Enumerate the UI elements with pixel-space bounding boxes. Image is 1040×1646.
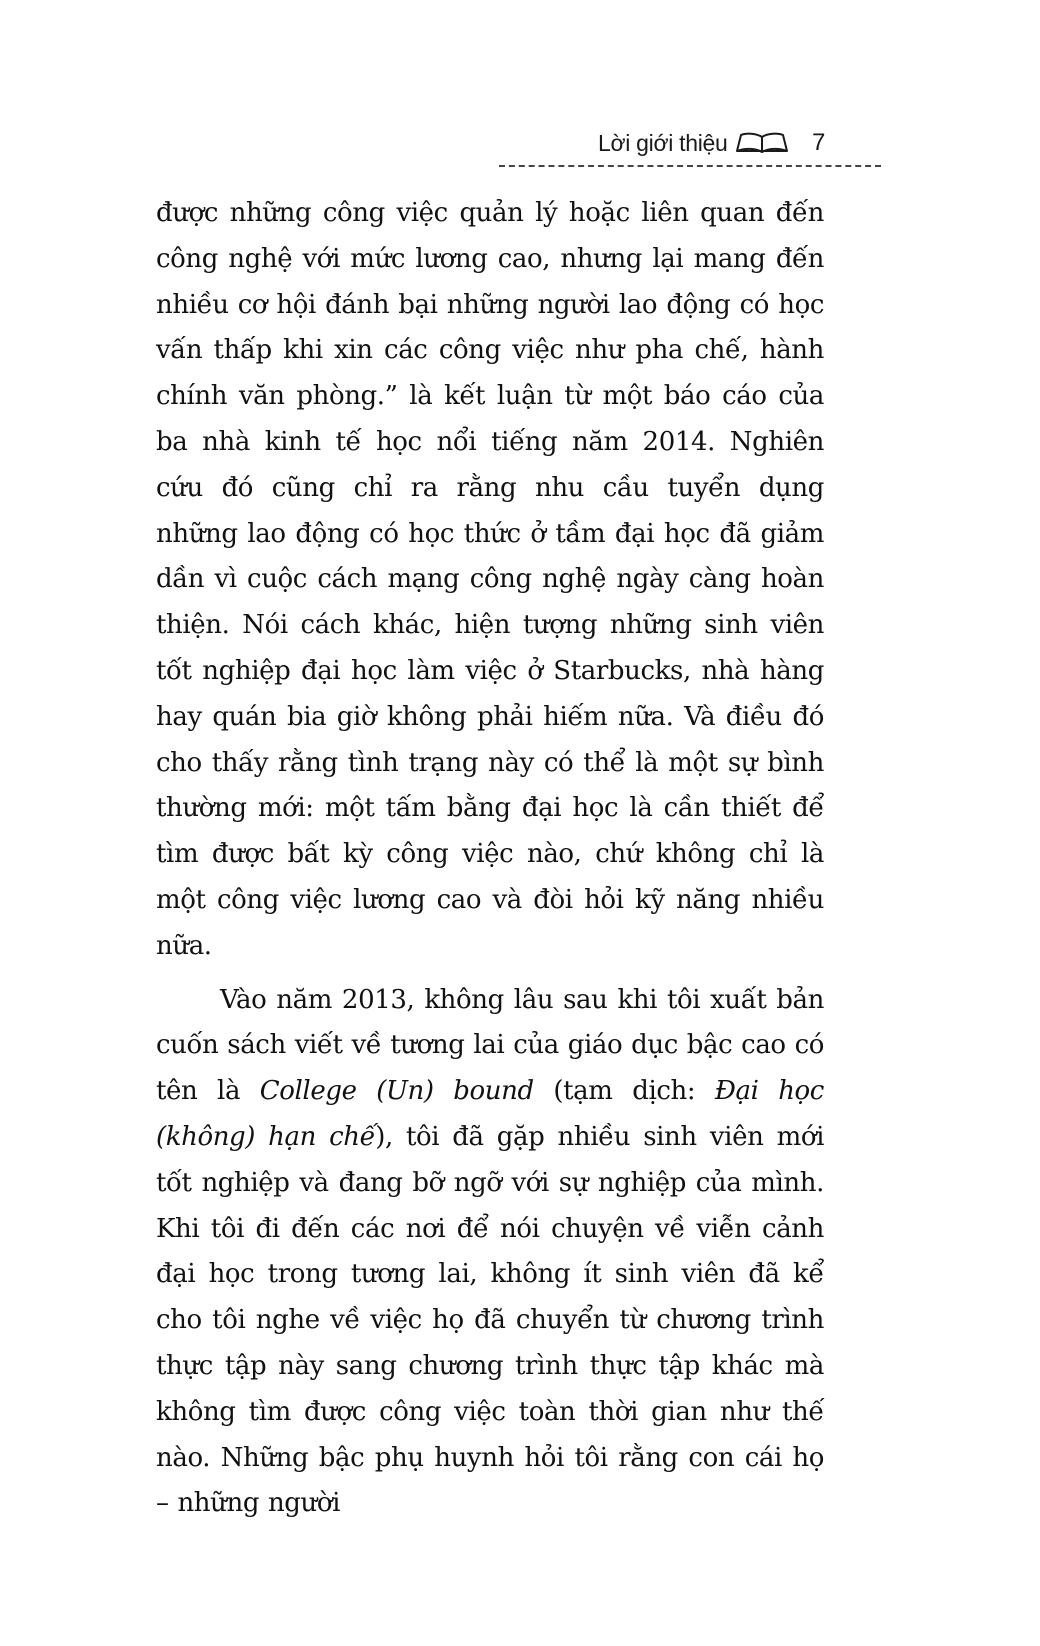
open-book-icon bbox=[736, 132, 788, 154]
page-number: 7 bbox=[812, 129, 826, 156]
translated-title: Đại học (không) hạn chế bbox=[156, 1076, 824, 1152]
section-title: Lời giới thiệu bbox=[598, 130, 728, 156]
paragraph-1: được những công việc quản lý hoặc liên quan đến công nghệ với mức lương cao, nhưng lại mang đến nhiều cơ hội đánh bại những người lao động có học vấn thấp khi xin các công việc như pha chế, hành chính văn phòng.” là kết luận từ một báo cáo của ba nhà kinh tế học nổi tiếng năm 2014. Nghiên cứu đó cũng chỉ ra rằng nhu cầu tuyển dụng những lao động có học thức ở tầm đại học đã giảm dần vì cuộc cách mạng công nghệ ngày càng hoàn thiện. Nói cách khác, hiện tượng những sinh viên tốt nghiệp đại học làm việc ở Starbucks, nhà hàng hay quán bia giờ không phải hiếm nữa. Và điều đó cho thấy rằng tình trạng này có thể là một sự bình thường mới: một tấm bằng đại học là cần thiết để tìm được bất kỳ công việc nào, chứ không chỉ là một công việc lương cao và đòi hỏi kỹ năng nhiều nữa. bbox=[156, 198, 824, 961]
body-text bbox=[156, 191, 824, 1527]
header-divider bbox=[499, 165, 881, 167]
book-title: College (Un) bound bbox=[259, 1076, 534, 1107]
running-header bbox=[490, 126, 860, 160]
paragraph-2-body: ), tôi đã gặp nhiều sinh viên mới tốt nghiệp và đang bỡ ngỡ với sự nghiệp của mình. Khi tôi đi đến các nơi để nói chuyện về viễn cảnh đại học trong tương lai, không ít sinh viên đã kể cho tôi nghe về việc họ đã chuyển từ chương trình thực tập này sang chương trình thực tập khác mà không tìm được công việc toàn thời gian như thế nào. Những bậc phụ huynh hỏi tôi rằng con cái họ – những người bbox=[156, 1121, 824, 1519]
paragraph-2 bbox=[156, 978, 824, 1528]
translation-prefix: (tạm dịch: bbox=[533, 1076, 715, 1107]
paragraph-2-intro: Vào năm 2013, không lâu sau khi tôi xuất bản cuốn sách viết về tương lai của giáo dục bậc cao có tên là bbox=[156, 984, 824, 1107]
